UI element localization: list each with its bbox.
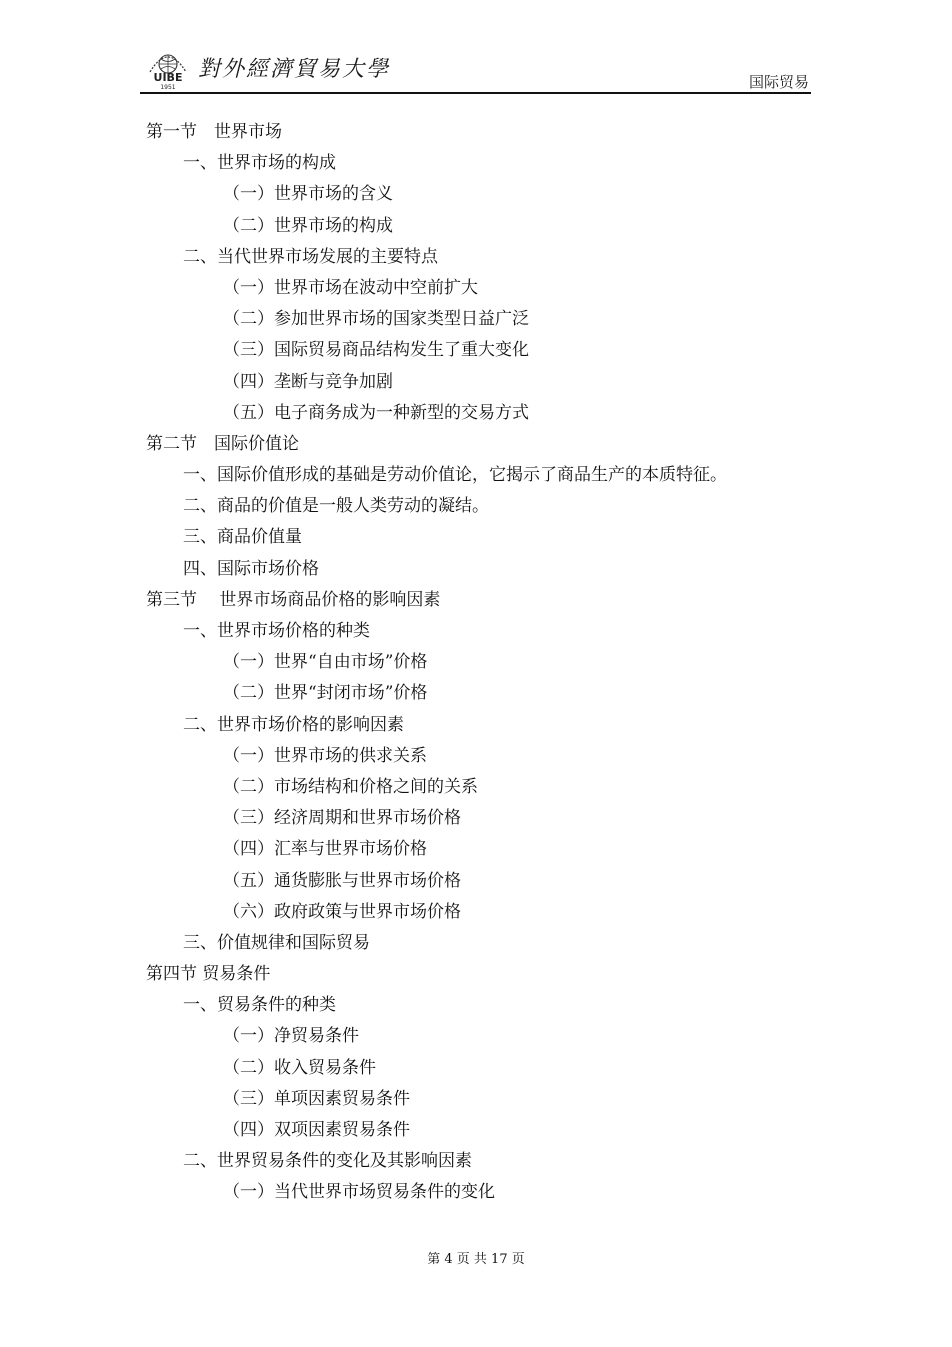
outline-subitem: （二）收入贸易条件 [223, 1057, 376, 1078]
outline-item: 三、价值规律和国际贸易 [183, 932, 370, 953]
outline-subitem: （一）净贸易条件 [223, 1026, 359, 1047]
svg-text:1951: 1951 [160, 84, 176, 90]
outline-subitem: （一）世界市场的供求关系 [223, 745, 427, 766]
outline-item: 一、世界市场的构成 [183, 153, 336, 174]
outline-subitem: （二）参加世界市场的国家类型日益广泛 [223, 309, 529, 330]
outline-subitem: （一）世界市场在波动中空前扩大 [223, 277, 478, 298]
outline-item: 二、当代世界市场发展的主要特点 [183, 246, 438, 267]
outline-subitem: （四）双项因素贸易条件 [223, 1120, 410, 1140]
outline-subitem: （三）单项因素贸易条件 [223, 1088, 410, 1109]
outline-subitem: （四）垄断与竞争加剧 [223, 371, 393, 392]
outline-item: 三、商品价值量 [183, 527, 302, 548]
outline-subitem: （一）当代世界市场贸易条件的变化 [223, 1182, 495, 1203]
page-footer: 第 4 页 共 17 页 [427, 1252, 525, 1267]
page-header [140, 38, 811, 94]
section-heading: 第四节 贸易条件 [146, 964, 271, 985]
outline-item: 二、世界贸易条件的变化及其影响因素 [183, 1151, 472, 1172]
svg-text:UIBE: UIBE [153, 71, 183, 84]
course-title: 国际贸易 [748, 73, 809, 91]
outline-subitem: （三）国际贸易商品结构发生了重大变化 [223, 340, 529, 361]
outline-item: 一、贸易条件的种类 [183, 995, 336, 1016]
section-heading: 第一节 世界市场 [146, 122, 282, 142]
outline-subitem: （二）市场结构和价格之间的关系 [223, 776, 478, 797]
outline-subitem: （一）世界市场的含义 [223, 184, 393, 205]
outline-item: 一、国际价值形成的基础是劳动价值论，它揭示了商品生产的本质特征。 [183, 465, 727, 486]
course-outline [146, 117, 806, 1209]
section-heading: 第三节 世界市场商品价格的影响因素 [146, 589, 441, 610]
university-emblem-icon [144, 46, 192, 90]
outline-item: 二、商品的价值是一般人类劳动的凝结。 [183, 496, 489, 517]
header-divider [140, 92, 811, 94]
outline-subitem: （五）电子商务成为一种新型的交易方式 [223, 402, 529, 423]
outline-subitem: （二）世界市场的构成 [223, 215, 393, 236]
university-name: 對外經濟貿易大學 [198, 57, 391, 82]
outline-subitem: （二）世界“封闭市场”价格 [223, 683, 428, 704]
outline-subitem: （一）世界“自由市场”价格 [223, 652, 428, 673]
outline-item: 一、世界市场价格的种类 [183, 621, 370, 641]
outline-subitem: （三）经济周期和世界市场价格 [223, 808, 461, 829]
outline-subitem: （六）政府政策与世界市场价格 [223, 901, 461, 922]
outline-item: 四、国际市场价格 [183, 558, 319, 579]
section-heading: 第二节 国际价值论 [146, 433, 299, 454]
outline-item: 二、世界市场价格的影响因素 [183, 714, 404, 735]
outline-subitem: （四）汇率与世界市场价格 [223, 839, 427, 860]
outline-subitem: （五）通货膨胀与世界市场价格 [223, 870, 461, 891]
